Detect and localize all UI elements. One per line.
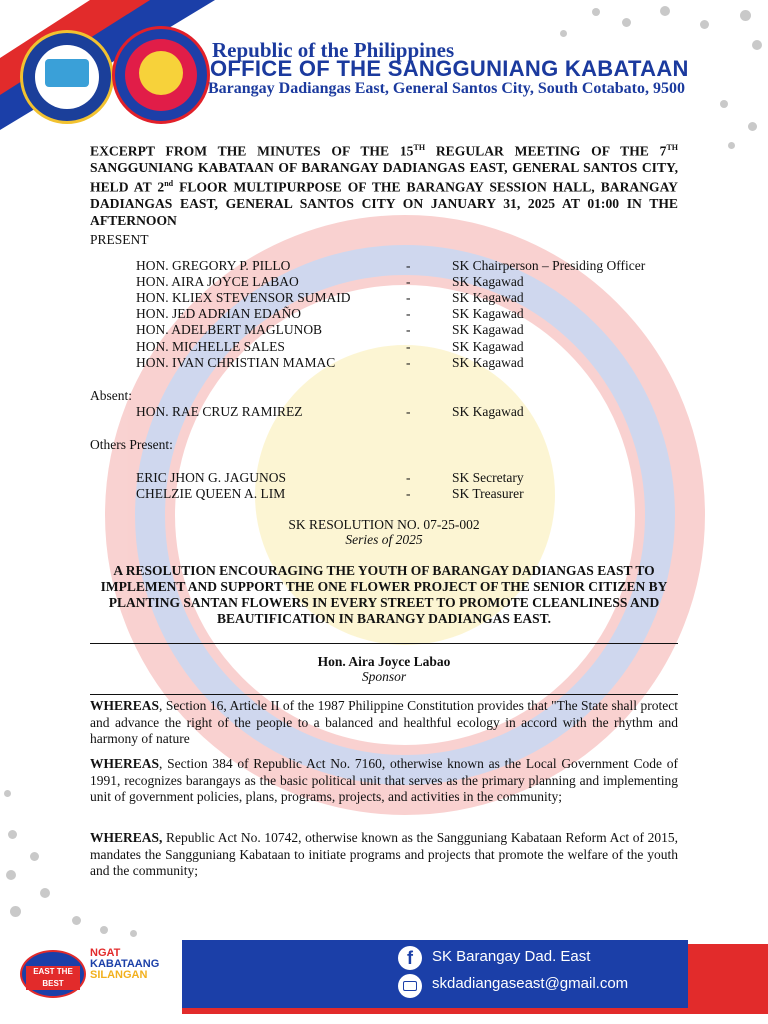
attendee-row: HON. MICHELLE SALES - SK Kagawad (136, 339, 524, 354)
footer-facebook-link[interactable]: SK Barangay Dad. East (432, 948, 591, 965)
attendee-row: HON. IVAN CHRISTIAN MAMAC - SK Kagawad (136, 355, 524, 370)
present-label: PRESENT (90, 232, 149, 247)
attendee-row: HON. ADELBERT MAGLUNOB - SK Kagawad (136, 322, 524, 337)
attendee-row: HON. AIRA JOYCE LABAO - SK Kagawad (136, 274, 524, 289)
attendee-row: HON. JED ADRIAN EDAÑO - SK Kagawad (136, 306, 524, 321)
absent-label: Absent: (90, 388, 132, 403)
divider-bottom (90, 694, 678, 695)
email-icon (398, 974, 422, 998)
facebook-icon: f (398, 946, 422, 970)
divider-top (90, 643, 678, 644)
barangay-seal-logo (20, 30, 114, 124)
sponsor-label: Sponsor (361, 669, 407, 684)
resolution-series: Series of 2025 (345, 532, 423, 547)
kabataang-silangan-logo: NGAT KABATAANG SILANGAN (90, 947, 160, 981)
attendee-row: HON. GREGORY P. PILLO - SK Chairperson – Presiding Officer (136, 258, 646, 273)
resolution-title: A RESOLUTION ENCOURAGING THE YOUTH OF BARANGAY DADIANGAS EAST TO IMPLEMENT AND SUPPORT THE ONE FLOWER PROJECT OF THE SENIOR CITIZEN BY PLANTING SANTAN FLOWERS IN EVERY STREET TO PROMOTE CLEANLINESS AND BEAUTIFICATION IN BARANGY DADIANGAS EAST. (100, 563, 668, 626)
whereas-clause: WHEREAS, Section 16, Article II of the 1987 Philippine Constitution provides that "The State shall protect and advance the right of the people to a balanced and healthful ecology in accord with the rhythm and harmony of nature (90, 698, 678, 747)
header-office-title: OFFICE OF THE SANGGUNIANG KABATAAN (210, 56, 689, 81)
attendee-row: HON. KLIEX STEVENSOR SUMAID - SK Kagawad (136, 290, 524, 305)
east-the-best-badge: EAST THE BEST (20, 950, 86, 998)
whereas-clause: WHEREAS, Republic Act No. 10742, otherwise known as the Sangguniang Kabataan Reform Act of 2015, mandates the Sangguniang Kabataan to initiate programs and projects that promote the welfare of the youth and the community; (90, 830, 678, 879)
others-row: CHELZIE QUEEN A. LIM - SK Treasurer (136, 486, 524, 501)
others-present-label: Others Present: (90, 437, 173, 452)
whereas-clause: WHEREAS, Section 384 of Republic Act No. 7160, otherwise known as the Local Government Code of 1991, recognizes barangays as the basic political unit that serves as the primary planning and implementing unit of government policies, plans, programs, projects, and activities in the community; (90, 756, 678, 805)
footer-email-link[interactable]: skdadiangaseast@gmail.com (432, 975, 629, 992)
others-row: ERIC JHON G. JAGUNOS - SK Secretary (136, 470, 524, 485)
sponsor-name: Hon. Aira Joyce Labao (317, 654, 451, 669)
resolution-number: SK RESOLUTION NO. 07-25-002 (288, 517, 480, 532)
absent-row: HON. RAE CRUZ RAMIREZ - SK Kagawad (136, 404, 524, 419)
minutes-excerpt-heading: EXCERPT FROM THE MINUTES OF THE 15TH REGULAR MEETING OF THE 7TH SANGGUNIANG KABATAAN OF BARANGAY DADIANGAS EAST, GENERAL SANTOS CITY, HELD AT 2nd FLOOR MULTIPURPOSE OF THE BARANGAY SESSION HALL, BARANGAY DADIANGAS EAST, GENERAL SANTOS CITY ON JANUARY 31, 2025 AT 01:00 IN THE AFTERNOON (90, 143, 679, 228)
header-republic: Republic of the Philippines (212, 38, 455, 62)
sk-dadiangas-east-logo (112, 26, 210, 124)
header-address: Barangay Dadiangas East, General Santos City, South Cotabato, 9500 (208, 80, 685, 97)
